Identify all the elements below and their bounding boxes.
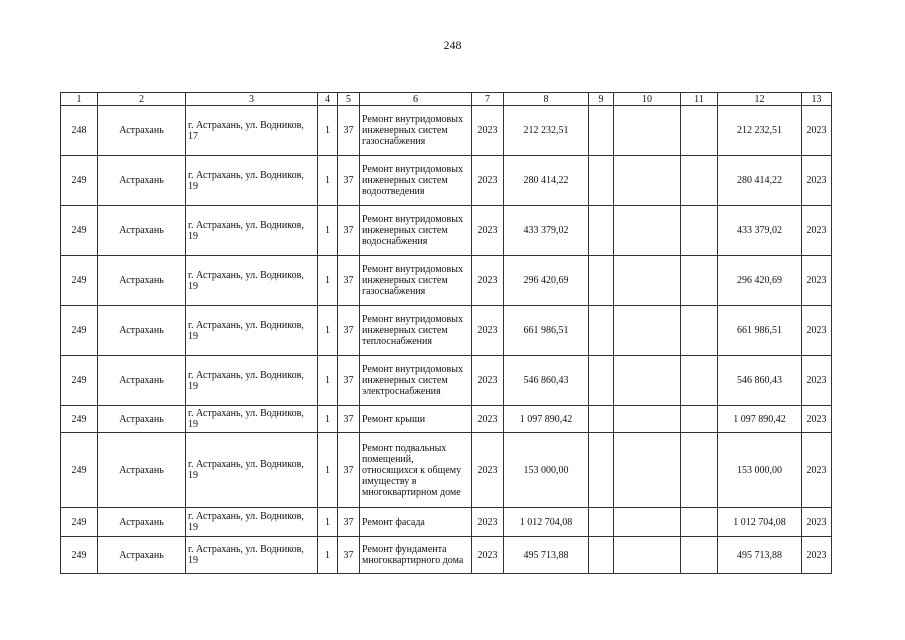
column-10-cell <box>614 433 681 508</box>
total-cost-cell: 495 713,88 <box>718 537 802 574</box>
total-cost-cell: 153 000,00 <box>718 433 802 508</box>
address-cell: г. Астрахань, ул. Водников, 19 <box>186 508 318 537</box>
completion-year-cell: 2023 <box>802 356 832 406</box>
completion-year-cell: 2023 <box>802 433 832 508</box>
completion-year-cell: 2023 <box>802 206 832 256</box>
column-10-cell <box>614 537 681 574</box>
cost-cell: 280 414,22 <box>504 156 589 206</box>
column-10-cell <box>614 206 681 256</box>
record-number-cell: 249 <box>61 306 98 356</box>
column-number-5: 5 <box>338 93 360 106</box>
column-10-cell <box>614 508 681 537</box>
column-9-cell <box>589 537 614 574</box>
column-11-cell <box>681 508 718 537</box>
column-5-cell: 37 <box>338 306 360 356</box>
total-cost-cell: 296 420,69 <box>718 256 802 306</box>
city-cell: Астрахань <box>98 156 186 206</box>
column-number-row <box>61 93 832 106</box>
year-cell: 2023 <box>472 106 504 156</box>
address-cell: г. Астрахань, ул. Водников, 19 <box>186 156 318 206</box>
column-11-cell <box>681 306 718 356</box>
column-11-cell <box>681 406 718 433</box>
column-4-cell: 1 <box>318 256 338 306</box>
column-4-cell: 1 <box>318 508 338 537</box>
column-5-cell: 37 <box>338 406 360 433</box>
year-cell: 2023 <box>472 508 504 537</box>
work-type-cell: Ремонт внутридомовых инженерных систем теплоснабжения <box>360 306 472 356</box>
column-number-11: 11 <box>681 93 718 106</box>
column-9-cell <box>589 256 614 306</box>
column-9-cell <box>589 306 614 356</box>
column-11-cell <box>681 256 718 306</box>
completion-year-cell: 2023 <box>802 306 832 356</box>
work-type-cell: Ремонт внутридомовых инженерных систем водоотведения <box>360 156 472 206</box>
address-cell: г. Астрахань, ул. Водников, 19 <box>186 406 318 433</box>
total-cost-cell: 433 379,02 <box>718 206 802 256</box>
column-11-cell <box>681 156 718 206</box>
work-type-cell: Ремонт внутридомовых инженерных систем электроснабжения <box>360 356 472 406</box>
cost-cell: 546 860,43 <box>504 356 589 406</box>
column-10-cell <box>614 356 681 406</box>
city-cell: Астрахань <box>98 306 186 356</box>
city-cell: Астрахань <box>98 508 186 537</box>
cost-cell: 495 713,88 <box>504 537 589 574</box>
address-cell: г. Астрахань, ул. Водников, 19 <box>186 433 318 508</box>
cost-cell: 153 000,00 <box>504 433 589 508</box>
column-5-cell: 37 <box>338 356 360 406</box>
column-5-cell: 37 <box>338 256 360 306</box>
column-5-cell: 37 <box>338 433 360 508</box>
column-5-cell: 37 <box>338 106 360 156</box>
table-row <box>61 106 832 156</box>
address-cell: г. Астрахань, ул. Водников, 17 <box>186 106 318 156</box>
column-9-cell <box>589 206 614 256</box>
column-number-6: 6 <box>360 93 472 106</box>
column-4-cell: 1 <box>318 406 338 433</box>
column-number-1: 1 <box>61 93 98 106</box>
record-number-cell: 249 <box>61 256 98 306</box>
column-10-cell <box>614 106 681 156</box>
column-10-cell <box>614 306 681 356</box>
column-5-cell: 37 <box>338 508 360 537</box>
work-type-cell: Ремонт фасада <box>360 508 472 537</box>
total-cost-cell: 1 097 890,42 <box>718 406 802 433</box>
column-4-cell: 1 <box>318 433 338 508</box>
column-10-cell <box>614 256 681 306</box>
total-cost-cell: 546 860,43 <box>718 356 802 406</box>
cost-cell: 1 097 890,42 <box>504 406 589 433</box>
column-number-3: 3 <box>186 93 318 106</box>
column-11-cell <box>681 356 718 406</box>
column-9-cell <box>589 433 614 508</box>
record-number-cell: 249 <box>61 356 98 406</box>
total-cost-cell: 280 414,22 <box>718 156 802 206</box>
year-cell: 2023 <box>472 433 504 508</box>
table-row <box>61 537 832 574</box>
total-cost-cell: 1 012 704,08 <box>718 508 802 537</box>
column-number-12: 12 <box>718 93 802 106</box>
column-5-cell: 37 <box>338 206 360 256</box>
table-row <box>61 406 832 433</box>
year-cell: 2023 <box>472 256 504 306</box>
cost-cell: 296 420,69 <box>504 256 589 306</box>
record-number-cell: 249 <box>61 206 98 256</box>
column-4-cell: 1 <box>318 206 338 256</box>
column-9-cell <box>589 156 614 206</box>
column-number-4: 4 <box>318 93 338 106</box>
column-number-2: 2 <box>98 93 186 106</box>
record-number-cell: 249 <box>61 156 98 206</box>
cost-cell: 433 379,02 <box>504 206 589 256</box>
city-cell: Астрахань <box>98 256 186 306</box>
city-cell: Астрахань <box>98 433 186 508</box>
city-cell: Астрахань <box>98 356 186 406</box>
completion-year-cell: 2023 <box>802 156 832 206</box>
completion-year-cell: 2023 <box>802 256 832 306</box>
work-type-cell: Ремонт внутридомовых инженерных систем водоснабжения <box>360 206 472 256</box>
table-row <box>61 433 832 508</box>
work-type-cell: Ремонт фундамента многоквартирного дома <box>360 537 472 574</box>
completion-year-cell: 2023 <box>802 406 832 433</box>
column-4-cell: 1 <box>318 156 338 206</box>
address-cell: г. Астрахань, ул. Водников, 19 <box>186 206 318 256</box>
total-cost-cell: 661 986,51 <box>718 306 802 356</box>
cost-cell: 212 232,51 <box>504 106 589 156</box>
column-11-cell <box>681 206 718 256</box>
year-cell: 2023 <box>472 306 504 356</box>
year-cell: 2023 <box>472 206 504 256</box>
record-number-cell: 249 <box>61 537 98 574</box>
total-cost-cell: 212 232,51 <box>718 106 802 156</box>
table-row <box>61 256 832 306</box>
work-type-cell: Ремонт подвальных помещений, относящихся к общему имуществу в многоквартирном доме <box>360 433 472 508</box>
cost-cell: 661 986,51 <box>504 306 589 356</box>
column-4-cell: 1 <box>318 537 338 574</box>
table-row <box>61 508 832 537</box>
completion-year-cell: 2023 <box>802 508 832 537</box>
repair-schedule-table <box>60 92 832 574</box>
cost-cell: 1 012 704,08 <box>504 508 589 537</box>
city-cell: Астрахань <box>98 206 186 256</box>
column-9-cell <box>589 508 614 537</box>
completion-year-cell: 2023 <box>802 537 832 574</box>
work-type-cell: Ремонт внутридомовых инженерных систем газоснабжения <box>360 256 472 306</box>
column-number-8: 8 <box>504 93 589 106</box>
city-cell: Астрахань <box>98 406 186 433</box>
column-11-cell <box>681 433 718 508</box>
column-5-cell: 37 <box>338 156 360 206</box>
address-cell: г. Астрахань, ул. Водников, 19 <box>186 256 318 306</box>
column-10-cell <box>614 406 681 433</box>
table-row <box>61 156 832 206</box>
address-cell: г. Астрахань, ул. Водников, 19 <box>186 356 318 406</box>
column-number-13: 13 <box>802 93 832 106</box>
column-11-cell <box>681 106 718 156</box>
column-4-cell: 1 <box>318 356 338 406</box>
column-9-cell <box>589 106 614 156</box>
column-number-9: 9 <box>589 93 614 106</box>
address-cell: г. Астрахань, ул. Водников, 19 <box>186 537 318 574</box>
column-9-cell <box>589 406 614 433</box>
page-number: 248 <box>443 38 462 52</box>
column-4-cell: 1 <box>318 106 338 156</box>
record-number-cell: 249 <box>61 433 98 508</box>
record-number-cell: 249 <box>61 406 98 433</box>
record-number-cell: 249 <box>61 508 98 537</box>
record-number-cell: 248 <box>61 106 98 156</box>
completion-year-cell: 2023 <box>802 106 832 156</box>
column-10-cell <box>614 156 681 206</box>
year-cell: 2023 <box>472 156 504 206</box>
column-11-cell <box>681 537 718 574</box>
city-cell: Астрахань <box>98 106 186 156</box>
year-cell: 2023 <box>472 406 504 433</box>
column-9-cell <box>589 356 614 406</box>
address-cell: г. Астрахань, ул. Водников, 19 <box>186 306 318 356</box>
column-5-cell: 37 <box>338 537 360 574</box>
column-number-10: 10 <box>614 93 681 106</box>
table-row <box>61 356 832 406</box>
year-cell: 2023 <box>472 537 504 574</box>
work-type-cell: Ремонт крыши <box>360 406 472 433</box>
table-row <box>61 206 832 256</box>
work-type-cell: Ремонт внутридомовых инженерных систем газоснабжения <box>360 106 472 156</box>
year-cell: 2023 <box>472 356 504 406</box>
table-row <box>61 306 832 356</box>
city-cell: Астрахань <box>98 537 186 574</box>
column-4-cell: 1 <box>318 306 338 356</box>
column-number-7: 7 <box>472 93 504 106</box>
